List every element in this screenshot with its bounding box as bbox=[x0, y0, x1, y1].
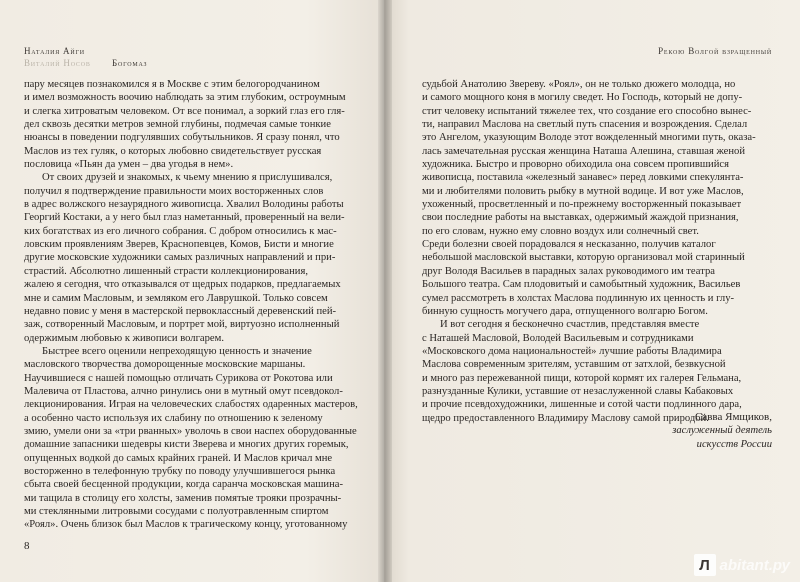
text-line: масловского творчества доморощенные московские маршаны. bbox=[24, 359, 306, 371]
author-sub: Виталий Носов bbox=[24, 58, 91, 68]
text-line: бинную сущность могучего дара, отпущенного волгарю Богом. bbox=[422, 305, 708, 317]
text-line: пару месяцев познакомился я в Москве с этим белогородчанином bbox=[24, 79, 320, 90]
text-line: одержимым любовью к живописи волгарем. bbox=[24, 332, 224, 344]
text-line: сумел рассмотреть в холстах Маслова подлинную их ценность и глу- bbox=[422, 292, 735, 304]
text-line: пословица «Пьян да умен – два угодья в нем». bbox=[24, 159, 234, 171]
right-running-head-title bbox=[658, 46, 772, 56]
signature-name: Савва Ямщиков, bbox=[695, 411, 772, 423]
right-body-text bbox=[422, 78, 770, 425]
text-line: судьбой Анатолию Звереву. «Роял», он не только дюжего молодца, но bbox=[422, 79, 736, 90]
author-name: Наталия Айги bbox=[24, 46, 85, 56]
text-line: художника. Быстро и проворно обиходила она совсем пропившийся bbox=[422, 159, 729, 171]
text-line: ких богатствах из его личного собрания. С добром относились к мас- bbox=[24, 225, 337, 237]
text-line: по его словам, нужно ему словно воздух или солнечный свет. bbox=[422, 225, 699, 237]
text-line: Большого театра. Сам плодовитый и самобытный художник, Васильев bbox=[422, 279, 741, 291]
text-line: стит человеку испытаний тяжелее тех, что создание его способно вынес- bbox=[422, 105, 752, 117]
text-line: дел сквозь десятки метров земной глубины, подмечая самые тонкие bbox=[24, 119, 331, 131]
left-page bbox=[0, 0, 384, 582]
text-line: Научившиеся с нашей помощью отличать Сурикова от Рокотова или bbox=[24, 372, 333, 384]
text-line: домашние запасники шедевры кисти Зверева и многих других горемык, bbox=[24, 439, 349, 451]
text-line: с Наташей Масловой, Володей Васильевым и сотрудниками bbox=[422, 332, 694, 344]
text-line: в адрес волжского незаурядного живописца. Хвалил Володины работы bbox=[24, 199, 344, 211]
left-running-head-title bbox=[112, 58, 147, 68]
text-line: а особенно часто используя их слабину по отношению к зеленому bbox=[24, 412, 323, 424]
left-title: Богомаз bbox=[112, 58, 148, 68]
text-line: ти, направил Маслова на светлый путь спасения и возрождения. Сделал bbox=[422, 119, 748, 131]
text-line: ми и любителями половить рыбку в мутной водице. И вот уже Маслов, bbox=[422, 185, 744, 197]
text-line: и много раз пережеванной пищи, которой кормят их галерея Гельмана, bbox=[422, 372, 742, 384]
text-line: Георгий Костаки, а у него был глаз наметанный, проверенный на вели- bbox=[24, 212, 345, 224]
text-line: живописца, поставила «железный занавес» перед ловкими спекулянта- bbox=[422, 172, 744, 184]
text-line: мне и самим Масловым, и земляком его Лаврушкой. Только совсем bbox=[24, 292, 328, 304]
text-line: и самого мощного коня в могилу сведет. Но Господь, который не допу- bbox=[422, 92, 743, 104]
text-line: получил я подтверждение правильности моих восторженных слов bbox=[24, 185, 324, 197]
text-line: Среди болезни своей порадовался я несказанно, получив каталог bbox=[422, 239, 716, 251]
text-line: От своих друзей и знакомых, к чьему мнению я прислушивался, bbox=[42, 172, 333, 184]
watermark-logo-icon: Л bbox=[694, 554, 716, 576]
text-line: сбыта своей бесценной продукции, когда саранча московская машина- bbox=[24, 479, 343, 491]
text-line: Малевича от Пластова, алчно ринулись они в мутный омут псевдокол- bbox=[24, 385, 343, 397]
text-line: жалею я сегодня, что отказывался от щедрых подарков, предлагаемых bbox=[24, 279, 341, 291]
text-line: щедро предоставленного Владимиру Маслову самой природой. bbox=[422, 412, 709, 424]
text-line: Маслова современным зрителям, уставшим от затхлой, безвкусной bbox=[422, 359, 726, 371]
text-line: и прочие псевдохудожники, лишенные и сотой части подлинного дара, bbox=[422, 399, 742, 411]
text-line: друг Володя Васильев в парадных залах руководимого им театра bbox=[422, 265, 715, 277]
left-body-text bbox=[24, 78, 366, 532]
left-running-head-author bbox=[24, 46, 85, 56]
text-line: опущенных водкой до самых крайних граней. И Маслов кричал мне bbox=[24, 452, 333, 464]
text-line: и имел возможность воочию наблюдать за этим глубоким, остроумным bbox=[24, 92, 346, 104]
signature-title-1: заслуженный деятель bbox=[672, 425, 772, 436]
text-line: Быстрее всего оценили непреходящую ценность и значение bbox=[42, 345, 312, 357]
right-title: Рекою Волгой взращенный bbox=[658, 46, 772, 56]
text-line: Маслов из тех гуляк, о которых любовно свидетельствует русская bbox=[24, 145, 322, 157]
right-page bbox=[384, 0, 800, 582]
text-line: «Московского дома национальностей» лучшие работы Владимира bbox=[422, 345, 722, 357]
text-line: небольшой масловской выставки, которую организовал мой старинный bbox=[422, 252, 745, 264]
signature-block bbox=[672, 410, 772, 452]
text-line: ми тащила в столицу его холсты, заменив помятые трояки прозрачны- bbox=[24, 492, 342, 504]
text-line: свои последние работы на выставках, одержимый жаждой признания, bbox=[422, 212, 739, 224]
watermark-text: abitant.ру bbox=[719, 556, 790, 574]
text-line: и слегка хитроватым человеком. От все понимал, а зоркий глаз его гля- bbox=[24, 105, 345, 117]
book-gutter bbox=[378, 0, 392, 582]
text-line: восторженно в телефонную трубку по поводу улучшившегося рынка bbox=[24, 465, 336, 477]
text-line: ловским проявлениям Зверев, Краснопевцев, Комов, Бисти и многие bbox=[24, 239, 334, 251]
text-line: змию, умели они за «три рванных» уволочь в свои наспех оборудованные bbox=[24, 425, 357, 437]
text-line: «Роял». Очень близок был Маслов к трагическому концу, уготованному bbox=[24, 519, 348, 531]
text-line: лась замечательная русская женщина Наташа Алешина, ставшая женой bbox=[422, 145, 746, 157]
text-line: нюансы в поведении подгулявших собутыльников. Я сразу понял, что bbox=[24, 132, 340, 144]
text-line: страстий. Абсолютно лишенный страсти коллекционирования, bbox=[24, 265, 308, 277]
text-line: это Ангелом, указующим Володе этот вожделенный многими путь, оказа- bbox=[422, 132, 756, 144]
text-line: другие московские художники самых различных направлений и при- bbox=[24, 252, 336, 264]
watermark bbox=[694, 554, 790, 576]
left-running-head-author-sub bbox=[24, 58, 91, 68]
text-line: заж, сотворенный Масловым, и портрет мой, виртуозно исполненный bbox=[24, 319, 340, 331]
page-number: 8 bbox=[24, 540, 30, 552]
text-line: И вот сегодня я бесконечно счастлив, представляя вместе bbox=[440, 319, 700, 331]
signature-title-2: искусств России bbox=[696, 439, 772, 450]
text-line: ми стеклянными литровыми сосудами с полуотравленным спиртом bbox=[24, 506, 329, 517]
text-line: лекционирования. Играя на человеческих слабостях одаренных мастеров, bbox=[24, 399, 358, 411]
text-line: недавно повис у меня в мастерской первоклассный деревенский пей- bbox=[24, 305, 337, 317]
text-line: ухоженный, просветленный и по-прежнему восторженный показывает bbox=[422, 199, 742, 211]
text-line: разнузданные Кулики, уставшие от незаслуженной славы Кабаковых bbox=[422, 385, 734, 397]
